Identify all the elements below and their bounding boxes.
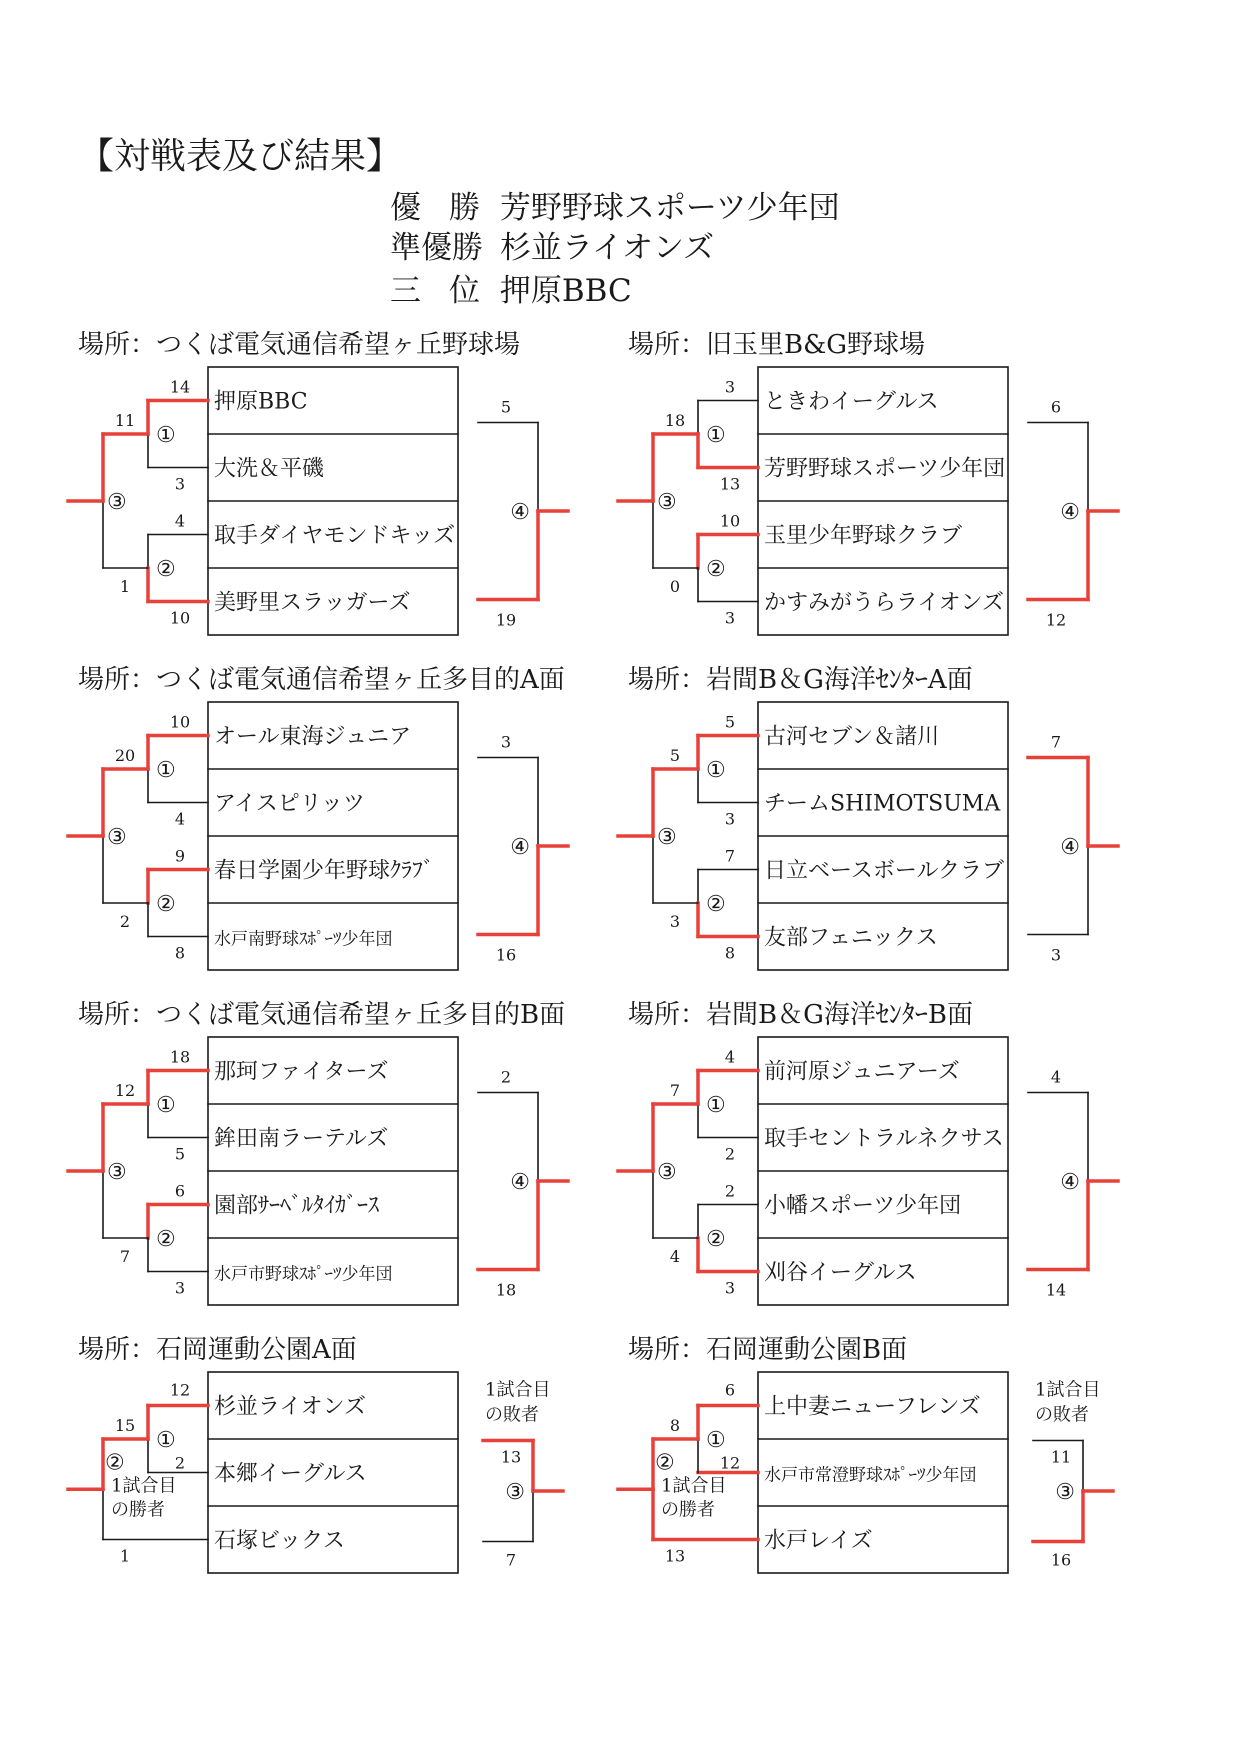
match-number: ② [156,1227,176,1252]
score-bottom: 0 [669,577,681,596]
score-top: 13 [500,1447,522,1467]
match-number: ① [706,423,726,448]
score-top: 6 [1050,397,1062,417]
result-label: 三位 [390,273,508,309]
team-name: 園部ｻｰﾍﾞﾙﾀｲｶﾞｰｽ [214,1193,380,1219]
score-bottom: 18 [495,1280,517,1300]
match-number: ① [156,423,176,448]
score-top: 7 [724,846,736,866]
match-number: ④ [1060,1170,1080,1195]
venue-name: 場所：岩間B＆G海洋ｾﾝﾀｰB面 [628,1000,973,1030]
match-number: ④ [1060,835,1080,860]
score-top: 11 [1050,1447,1072,1467]
score-bottom: 14 [1045,1280,1067,1300]
team-name: 大洗＆平磯 [214,456,325,482]
loser-note: の敗者 [485,1404,539,1426]
score-top: 7 [669,1081,681,1100]
score-bottom: 3 [174,1278,186,1298]
team-name: 取手セントラルネクサス [764,1126,1004,1152]
score-bottom: 8 [174,943,186,963]
team-name: 小幡スポーツ少年団 [764,1193,962,1219]
match-number: ② [156,892,176,917]
match-number: ② [706,892,726,917]
score-top: 2 [500,1067,512,1087]
match-number: ① [706,758,726,783]
team-name: 玉里少年野球クラブ [764,523,963,549]
match-number: ④ [510,500,530,525]
team-name: 杉並ライオンズ [214,1394,367,1420]
score-top: 15 [114,1416,136,1435]
score-bottom: 13 [719,474,741,494]
score-top: 12 [169,1380,191,1400]
score-bottom: 16 [1050,1550,1072,1570]
match-number: ③ [657,1160,677,1185]
team-name: ときわイーグルス [764,389,939,415]
loser-note: 1試合目 [1035,1379,1101,1401]
score-bottom: 3 [724,608,736,628]
team-name: オール東海ジュニア [214,724,412,750]
score-top: 5 [500,397,512,417]
team-name: アイスピリッツ [214,791,365,817]
match-number: ③ [505,1480,525,1505]
team-name: かすみがうらライオンズ [764,590,1005,616]
loser-note: 1試合目 [485,1379,551,1401]
score-top: 3 [724,377,736,397]
score-bottom: 13 [664,1546,686,1566]
score-top: 4 [174,511,186,531]
winner-note: 1試合目 [661,1475,727,1497]
score-bottom: 5 [174,1144,186,1164]
team-name: 那珂ファイターズ [214,1059,389,1085]
winner-note: の勝者 [661,1499,715,1521]
match-number: ② [105,1450,125,1476]
match-number: ④ [1060,500,1080,525]
team-name: 友部フェニックス [764,925,938,951]
score-bottom: 4 [669,1247,681,1266]
score-bottom: 8 [724,943,736,963]
match-number: ① [706,1093,726,1118]
score-top: 5 [724,712,736,732]
score-top: 6 [174,1181,186,1201]
match-number: ③ [107,825,127,850]
score-top: 10 [719,511,741,531]
match-number: ② [706,557,726,582]
score-top: 11 [114,411,136,430]
score-bottom: 10 [169,608,191,628]
score-bottom: 2 [119,912,131,931]
venue-name: 場所：つくば電気通信希望ヶ丘野球場 [78,330,521,360]
score-top: 2 [724,1181,736,1201]
match-number: ① [156,758,176,783]
score-bottom: 2 [174,1453,186,1473]
score-bottom: 4 [174,809,186,829]
team-name: 鉾田南ラーテルズ [214,1126,389,1152]
result-label: 優勝 [390,190,508,226]
score-bottom: 3 [724,809,736,829]
team-name: 刈谷イーグルス [764,1260,917,1286]
team-name: 古河セブン＆諸川 [764,724,940,750]
match-number: ② [156,557,176,582]
team-name: チームSHIMOTSUMA [764,791,1001,817]
score-top: 10 [169,712,191,732]
score-bottom: 3 [669,912,681,931]
score-top: 4 [724,1047,736,1067]
winner-note: の勝者 [111,1499,165,1521]
score-bottom: 3 [724,1278,736,1298]
result-team: 杉並ライオンズ [499,230,715,266]
score-top: 20 [114,746,136,765]
score-top: 18 [664,411,686,430]
score-top: 4 [1050,1067,1062,1087]
match-number: ③ [1055,1480,1075,1505]
team-name: 前河原ジュニアーズ [764,1059,960,1085]
venue-name: 場所：岩間B＆G海洋ｾﾝﾀｰA面 [628,665,973,695]
score-top: 6 [724,1380,736,1400]
venue-name: 場所：石岡運動公園A面 [78,1335,357,1365]
match-number: ③ [107,490,127,515]
winner-note: 1試合目 [111,1475,177,1497]
venue-name: 場所：石岡運動公園B面 [628,1335,908,1365]
team-name: 美野里スラッガーズ [214,590,411,616]
team-name: 水戸市常澄野球ｽﾎﾟｰﾂ少年団 [764,1465,977,1486]
score-top: 3 [500,732,512,752]
score-top: 8 [669,1416,681,1435]
match-number: ③ [657,825,677,850]
score-bottom: 1 [119,577,131,596]
team-name: 春日学園少年野球ｸﾗﾌﾞ [214,858,435,884]
venue-name: 場所：つくば電気通信希望ヶ丘多目的A面 [78,665,565,695]
score-top: 14 [169,377,191,397]
result-team: 押原BBC [499,273,632,309]
result-label: 準優勝 [390,230,483,266]
result-team: 芳野野球スポーツ少年団 [499,190,840,226]
score-top: 18 [169,1047,191,1067]
score-bottom: 1 [119,1546,131,1566]
score-bottom: 12 [1045,610,1067,630]
team-name: 取手ダイヤモンドキッズ [214,523,456,549]
team-name: 日立ベースボールクラブ [764,858,1005,884]
team-name: 芳野野球スポーツ少年団 [764,456,1006,482]
venue-name: 場所：旧玉里B&G野球場 [628,330,926,360]
score-bottom: 3 [174,474,186,494]
score-top: 5 [669,746,681,765]
page-title: 【対戦表及び結果】 [78,136,403,177]
match-number: ④ [510,835,530,860]
loser-note: の敗者 [1035,1404,1089,1426]
match-number: ③ [657,490,677,515]
match-number: ② [706,1227,726,1252]
venue-name: 場所：つくば電気通信希望ヶ丘多目的B面 [78,1000,566,1030]
team-name: 本郷イーグルス [214,1461,367,1487]
match-number: ① [706,1428,726,1453]
match-number: ① [156,1093,176,1118]
score-top: 12 [114,1081,136,1100]
match-number: ② [655,1450,675,1476]
match-number: ④ [510,1170,530,1195]
score-bottom: 12 [719,1453,741,1473]
score-top: 7 [1050,732,1062,752]
score-bottom: 7 [119,1247,131,1266]
team-name: 押原BBC [214,389,308,415]
team-name: 水戸レイズ [764,1528,873,1554]
score-bottom: 16 [495,945,517,965]
team-name: 上中妻ニューフレンズ [764,1394,981,1420]
match-number: ① [156,1428,176,1453]
team-name: 石塚ビックス [214,1528,345,1554]
score-bottom: 3 [1050,945,1062,965]
score-bottom: 19 [495,610,517,630]
score-bottom: 7 [505,1550,517,1570]
match-number: ③ [107,1160,127,1185]
score-top: 9 [174,846,186,866]
team-name: 水戸市野球ｽﾎﾟｰﾂ少年団 [214,1264,393,1285]
score-bottom: 2 [724,1144,736,1164]
team-name: 水戸南野球ｽﾎﾟｰﾂ少年団 [214,929,393,950]
